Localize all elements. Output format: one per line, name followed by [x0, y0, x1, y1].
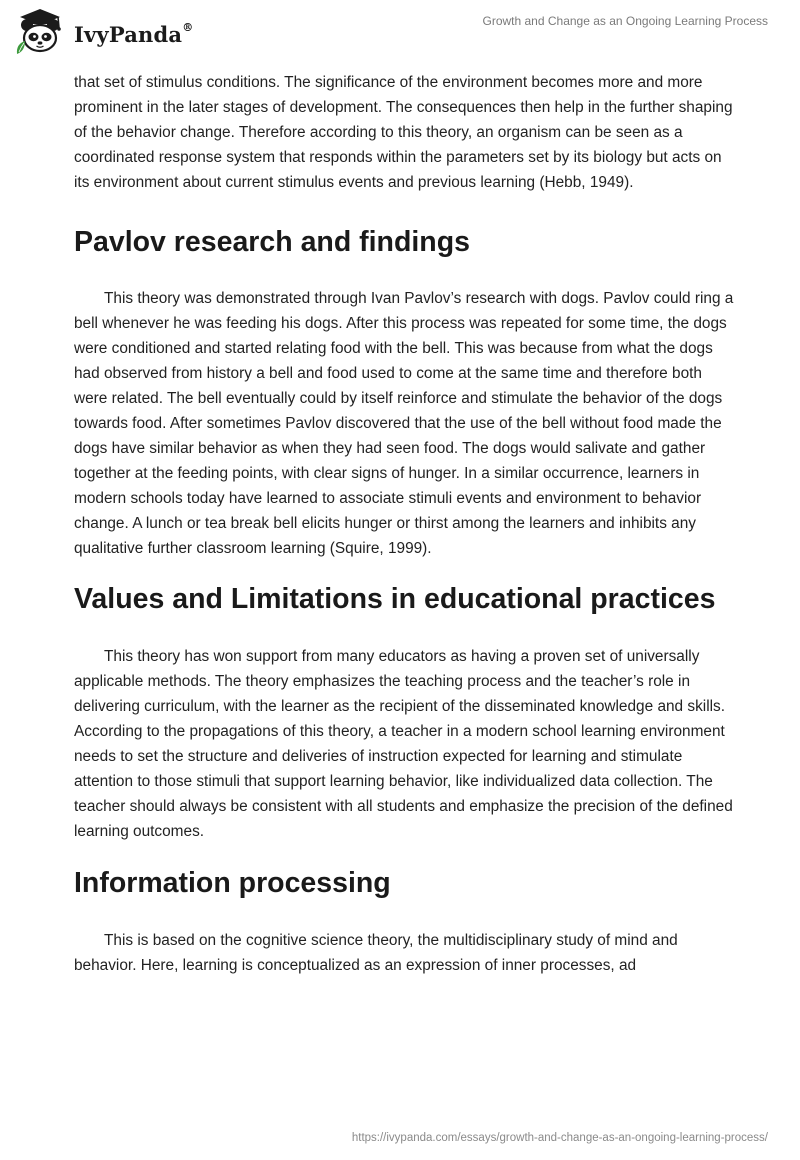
panda-graduate-icon	[14, 8, 68, 56]
brand-name: IvyPanda®	[74, 20, 194, 47]
registered-mark: ®	[182, 20, 194, 34]
source-url-link[interactable]: https://ivypanda.com/essays/growth-and-change-as-an-ongoing-learning-process/	[351, 1132, 768, 1144]
section-paragraph-pavlov: This theory was demonstrated through Ivan Pavlov’s research with dogs. Pavlov could ring a bell whenever he was feeding his dogs. After this process was repeated for some time, the dogs were conditioned and started relating food with the bell. This was because from what the dogs had observed from history a bell and food used to come at the same time and therefore both were related. The bell eventually could by itself reinforce and stimulate the behavior of the dogs towards food. After sometimes Pavlov discovered that the use of the bell without food made the dogs have similar behavior as when they had seen food. The dogs would salivate and gather together at the feeding points, with clear signs of hunger. In a similar occurrence, learners in modern schools today have learned to associate stimuli events and environment to behavior change. A lunch or tea break bell elicits hunger or thirst among the learners and inhibits any qualitative further classroom learning (Squire, 1999).	[74, 290, 734, 557]
section-heading-pavlov: Pavlov research and findings	[74, 226, 470, 258]
section-heading-values-limitations: Values and Limitations in educational practices	[74, 583, 716, 615]
section-paragraph-information-processing: This is based on the cognitive science theory, the multidisciplinary study of mind and behavior. Here, learning is conceptualized as an expression of inner processes, ad	[74, 932, 678, 974]
page-header	[0, 0, 800, 64]
section-heading-information-processing: Information processing	[74, 867, 391, 899]
article-body	[74, 70, 734, 978]
section-paragraph-values-limitations: This theory has won support from many educators as having a proven set of universally applicable methods. The theory emphasizes the teaching process and the teacher’s role in delivering curriculum, with the learner as the recipient of the disseminated knowledge and skills. According to the propagations of this theory, a teacher in a modern school learning environment needs to set the structure and deliveries of instruction expected for learning and stimulate attention to those stimuli that support learning behavior, like individualized data collection. The teacher should always be consistent with all students and emphasize the precision of the defined learning outcomes.	[74, 648, 733, 840]
running-title: Growth and Change as an Ongoing Learning Process	[482, 14, 768, 28]
intro-paragraph: that set of stimulus conditions. The significance of the environment becomes more and more prominent in the later stages of development. The consequences then help in the further shaping of the behavior change. Therefore according to this theory, an organism can be seen as a coordinated response system that responds within the parameters set by its biology but acts on its environment about current stimulus events and previous learning (Hebb, 1949).	[74, 74, 733, 191]
ivypanda-logo[interactable]	[14, 8, 193, 56]
